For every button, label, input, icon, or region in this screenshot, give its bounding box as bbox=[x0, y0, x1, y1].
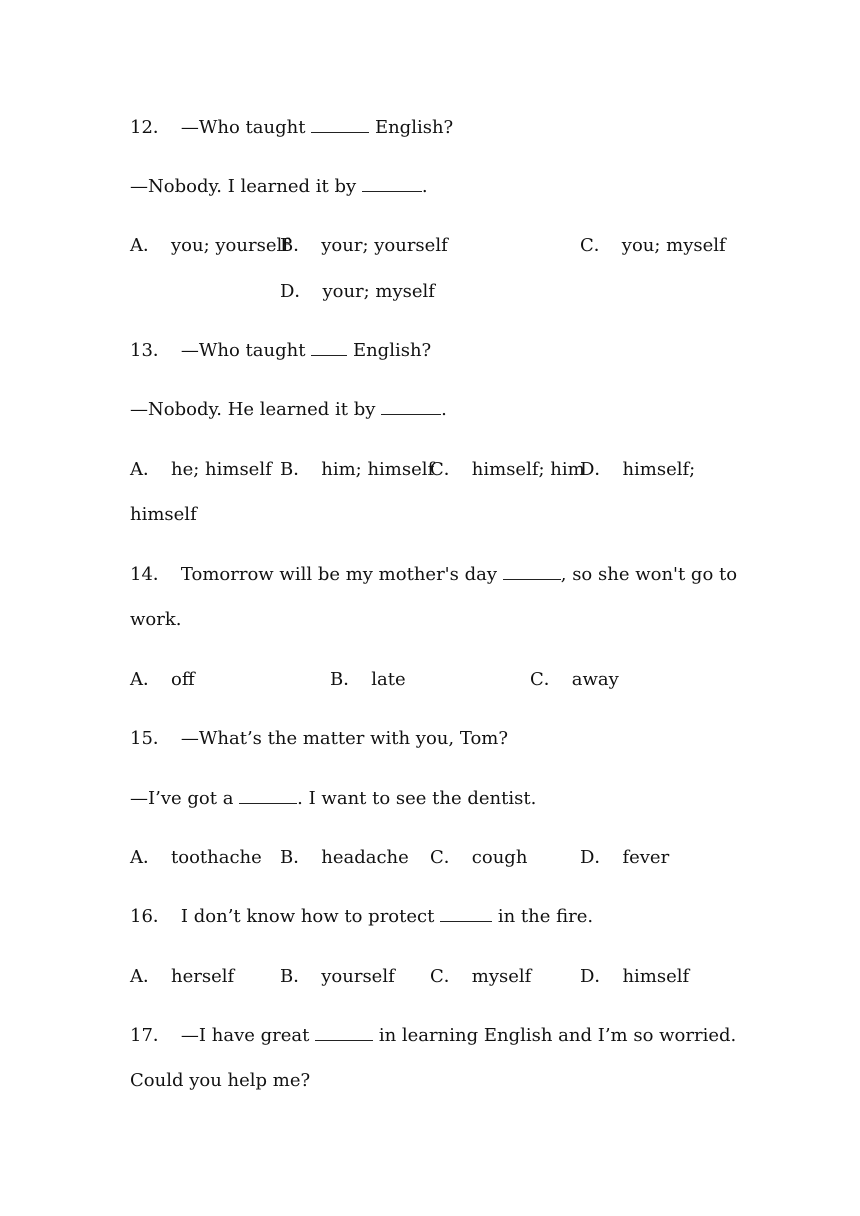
option-text: yourself bbox=[321, 966, 395, 987]
option-b bbox=[280, 846, 409, 870]
option-text: himself; bbox=[622, 459, 696, 480]
question-16-stem bbox=[130, 905, 593, 929]
question-14-wrap bbox=[130, 608, 181, 632]
option-text: your; myself bbox=[322, 281, 435, 302]
answer-blank bbox=[362, 175, 422, 192]
option-d-wrap bbox=[130, 503, 197, 527]
question-13-stem bbox=[130, 339, 431, 363]
stem-text: I don’t know how to protect bbox=[180, 906, 435, 927]
stem-text: , so she won't go to bbox=[560, 564, 738, 585]
reply-text: —Nobody. I learned it by bbox=[130, 176, 357, 197]
option-text: himself bbox=[622, 966, 690, 987]
option-letter: C． bbox=[580, 235, 612, 256]
option-letter: B． bbox=[280, 235, 312, 256]
stem-text: English? bbox=[374, 117, 454, 138]
option-letter: D． bbox=[580, 966, 613, 987]
question-number: 15． bbox=[130, 728, 171, 749]
option-c bbox=[430, 965, 531, 989]
option-d bbox=[580, 846, 669, 870]
option-c bbox=[580, 234, 726, 258]
option-letter: B． bbox=[280, 966, 312, 987]
option-letter: B． bbox=[280, 459, 312, 480]
option-b bbox=[280, 965, 395, 989]
option-text: fever bbox=[622, 847, 670, 868]
option-text: himself bbox=[130, 504, 197, 525]
option-a bbox=[130, 458, 272, 482]
option-d bbox=[280, 280, 435, 304]
answer-blank bbox=[239, 787, 297, 804]
option-letter: D． bbox=[580, 459, 613, 480]
question-number: 16． bbox=[130, 906, 171, 927]
option-text: away bbox=[571, 669, 619, 690]
option-text: herself bbox=[171, 966, 235, 987]
option-text: you; yourself bbox=[171, 235, 289, 256]
option-text: headache bbox=[321, 847, 409, 868]
option-b bbox=[330, 668, 406, 692]
option-letter: D． bbox=[280, 281, 313, 302]
stem-text: Tomorrow will be my mother's day bbox=[180, 564, 498, 585]
reply-text: —Nobody. He learned it by bbox=[130, 399, 376, 420]
stem-text: English? bbox=[352, 340, 432, 361]
stem-text: Could you help me? bbox=[130, 1070, 311, 1091]
stem-text: work. bbox=[130, 609, 182, 630]
question-12-stem bbox=[130, 116, 453, 140]
question-15-stem bbox=[130, 727, 508, 751]
reply-text: . bbox=[421, 176, 428, 197]
answer-blank bbox=[440, 905, 492, 922]
option-letter: B． bbox=[330, 669, 362, 690]
question-number: 12． bbox=[130, 117, 171, 138]
answer-blank bbox=[381, 398, 441, 415]
option-letter: C． bbox=[430, 966, 462, 987]
reply-text: —I’ve got a bbox=[130, 788, 234, 809]
question-number: 17． bbox=[130, 1025, 171, 1046]
option-d bbox=[580, 458, 695, 482]
stem-text: —Who taught bbox=[180, 340, 306, 361]
stem-text: —I have great bbox=[180, 1025, 310, 1046]
question-12-reply bbox=[130, 175, 428, 199]
option-text: cough bbox=[471, 847, 528, 868]
option-letter: A． bbox=[130, 669, 161, 690]
option-text: late bbox=[371, 669, 406, 690]
answer-blank bbox=[311, 116, 369, 133]
option-letter: D． bbox=[580, 847, 613, 868]
question-17-stem bbox=[130, 1024, 736, 1048]
option-letter: A． bbox=[130, 966, 161, 987]
option-d bbox=[580, 965, 689, 989]
option-text: you; myself bbox=[621, 235, 726, 256]
option-letter: A． bbox=[130, 847, 161, 868]
answer-blank bbox=[315, 1024, 373, 1041]
reply-text: . I want to see the dentist. bbox=[297, 788, 537, 809]
reply-text: . bbox=[441, 399, 447, 420]
option-letter: A． bbox=[130, 459, 161, 480]
question-number: 14． bbox=[130, 564, 171, 585]
option-a bbox=[130, 668, 195, 692]
option-letter: C． bbox=[430, 847, 462, 868]
option-a bbox=[130, 234, 289, 258]
option-letter: B． bbox=[280, 847, 312, 868]
option-text: toothache bbox=[171, 847, 262, 868]
option-c bbox=[430, 846, 527, 870]
answer-blank bbox=[311, 339, 347, 356]
stem-text: —What’s the matter with you, Tom? bbox=[180, 728, 509, 749]
question-17-wrap bbox=[130, 1069, 310, 1093]
stem-text: in learning English and I’m so worried. bbox=[378, 1025, 737, 1046]
option-letter: A． bbox=[130, 235, 161, 256]
question-13-reply bbox=[130, 398, 447, 422]
stem-text: in the fire. bbox=[497, 906, 594, 927]
option-b bbox=[280, 458, 434, 482]
option-a bbox=[130, 965, 234, 989]
answer-blank bbox=[503, 563, 561, 580]
option-text: he; himself bbox=[171, 459, 272, 480]
question-number: 13． bbox=[130, 340, 171, 361]
option-c bbox=[530, 668, 619, 692]
question-14-stem bbox=[130, 563, 737, 587]
option-c bbox=[430, 458, 585, 482]
stem-text: —Who taught bbox=[180, 117, 306, 138]
option-text: himself; him bbox=[471, 459, 585, 480]
option-a bbox=[130, 846, 262, 870]
option-letter: C． bbox=[530, 669, 562, 690]
option-text: him; himself bbox=[321, 459, 435, 480]
option-letter: C． bbox=[430, 459, 462, 480]
option-text: off bbox=[171, 669, 195, 690]
question-15-reply bbox=[130, 787, 536, 811]
option-b bbox=[280, 234, 448, 258]
option-text: your; yourself bbox=[321, 235, 448, 256]
option-text: myself bbox=[471, 966, 532, 987]
